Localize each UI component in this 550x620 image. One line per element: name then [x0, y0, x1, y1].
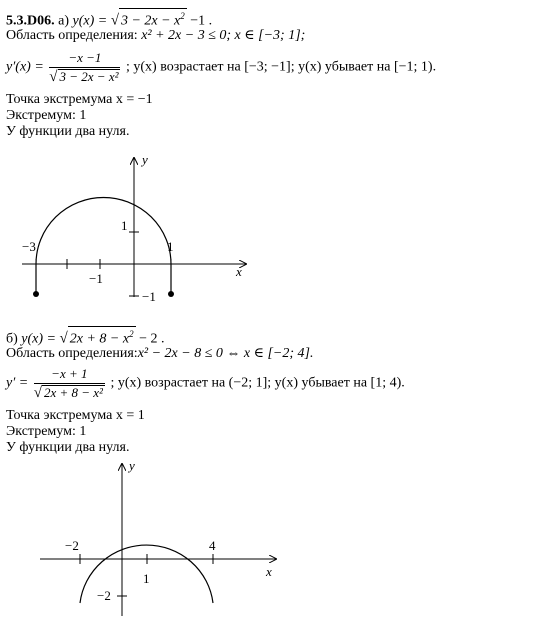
part-a-radicand	[119, 8, 187, 29]
exponent: 2	[129, 329, 134, 339]
graph-a	[0, 150, 550, 320]
label-neg3: −3	[22, 239, 36, 254]
problem-id: 5.3.D06.	[6, 13, 55, 29]
part-b-formula	[6, 326, 164, 348]
part-a-derivative	[6, 50, 436, 85]
sqrt-sign: √	[110, 12, 119, 29]
x-label: x	[266, 564, 272, 579]
part-b-label: б)	[6, 331, 18, 347]
label-neg2-x: −2	[65, 538, 79, 553]
label-4: 4	[209, 538, 216, 553]
y-label: y	[129, 458, 135, 473]
part-b-domain	[6, 346, 313, 362]
label-1-top: 1	[121, 218, 128, 233]
sqrt-sign: √	[33, 385, 42, 401]
label-neg2-y: −2	[97, 588, 111, 603]
part-b-extremum-point: Точка экстремума x = 1	[6, 408, 145, 423]
radicand-text: 3 − 2x − x	[120, 13, 181, 29]
deriv-den-text: 2x + 8 − x²	[43, 385, 103, 400]
deriv-fraction	[49, 50, 120, 85]
deriv-num: −x −1	[49, 50, 120, 68]
part-b-derivative	[6, 366, 405, 401]
deriv-den-text: 3 − 2x − x²	[59, 69, 119, 84]
deriv-text: ; y(x) возрастает на [−3; −1]; y(x) убывает на [−1; 1).	[122, 59, 437, 75]
deriv-den	[49, 68, 120, 85]
part-b-tail: − 2 .	[135, 331, 165, 347]
endpoint-left	[33, 291, 39, 297]
label-1: 1	[143, 571, 150, 586]
part-a-formula	[6, 8, 212, 30]
x-label: x	[236, 264, 242, 279]
label-neg1: −1	[89, 271, 103, 286]
part-b-extremum: Экстремум: 1	[6, 424, 87, 439]
deriv-lhs: y′ =	[6, 375, 32, 391]
deriv-num: −x + 1	[34, 366, 105, 384]
part-a-tail: −1 .	[186, 13, 213, 29]
domain-expr: x² + 2x − 3 ≤ 0; x ∈ [−3; 1];	[141, 28, 306, 43]
deriv-den	[34, 384, 105, 401]
part-a-label: а)	[58, 13, 70, 29]
part-b-radicand	[68, 326, 136, 347]
deriv-text: ; y(x) возрастает на (−2; 1]; y(x) убывает на [1; 4).	[106, 375, 405, 391]
label-neg1-y: −1	[142, 289, 156, 304]
radicand-text: 2x + 8 − x	[69, 331, 130, 347]
graph-b	[0, 458, 550, 618]
curve-a	[36, 198, 171, 294]
domain-label: Область определения:	[6, 346, 138, 361]
y-label: y	[142, 152, 148, 167]
part-b-lhs: y(x) =	[21, 331, 60, 347]
part-b-zeros: У функции два нуля.	[6, 440, 130, 455]
exponent: 2	[180, 11, 185, 21]
part-a-zeros: У функции два нуля.	[6, 124, 130, 139]
part-a-extremum: Экстремум: 1	[6, 108, 87, 123]
domain-label: Область определения:	[6, 28, 142, 43]
deriv-lhs: y′(x) =	[6, 59, 48, 75]
endpoint-right	[168, 291, 174, 297]
label-1-right: 1	[167, 239, 174, 254]
part-a-domain	[6, 28, 305, 44]
deriv-fraction	[34, 366, 105, 401]
sqrt-sign: √	[49, 69, 58, 85]
domain-expr: x² − 2x − 8 ≤ 0 ⇔ x ∈ [−2; 4].	[137, 346, 314, 361]
part-a-lhs: y(x) =	[72, 13, 111, 29]
sqrt-sign: √	[59, 330, 68, 347]
part-a-extremum-point: Точка экстремума x = −1	[6, 92, 153, 107]
